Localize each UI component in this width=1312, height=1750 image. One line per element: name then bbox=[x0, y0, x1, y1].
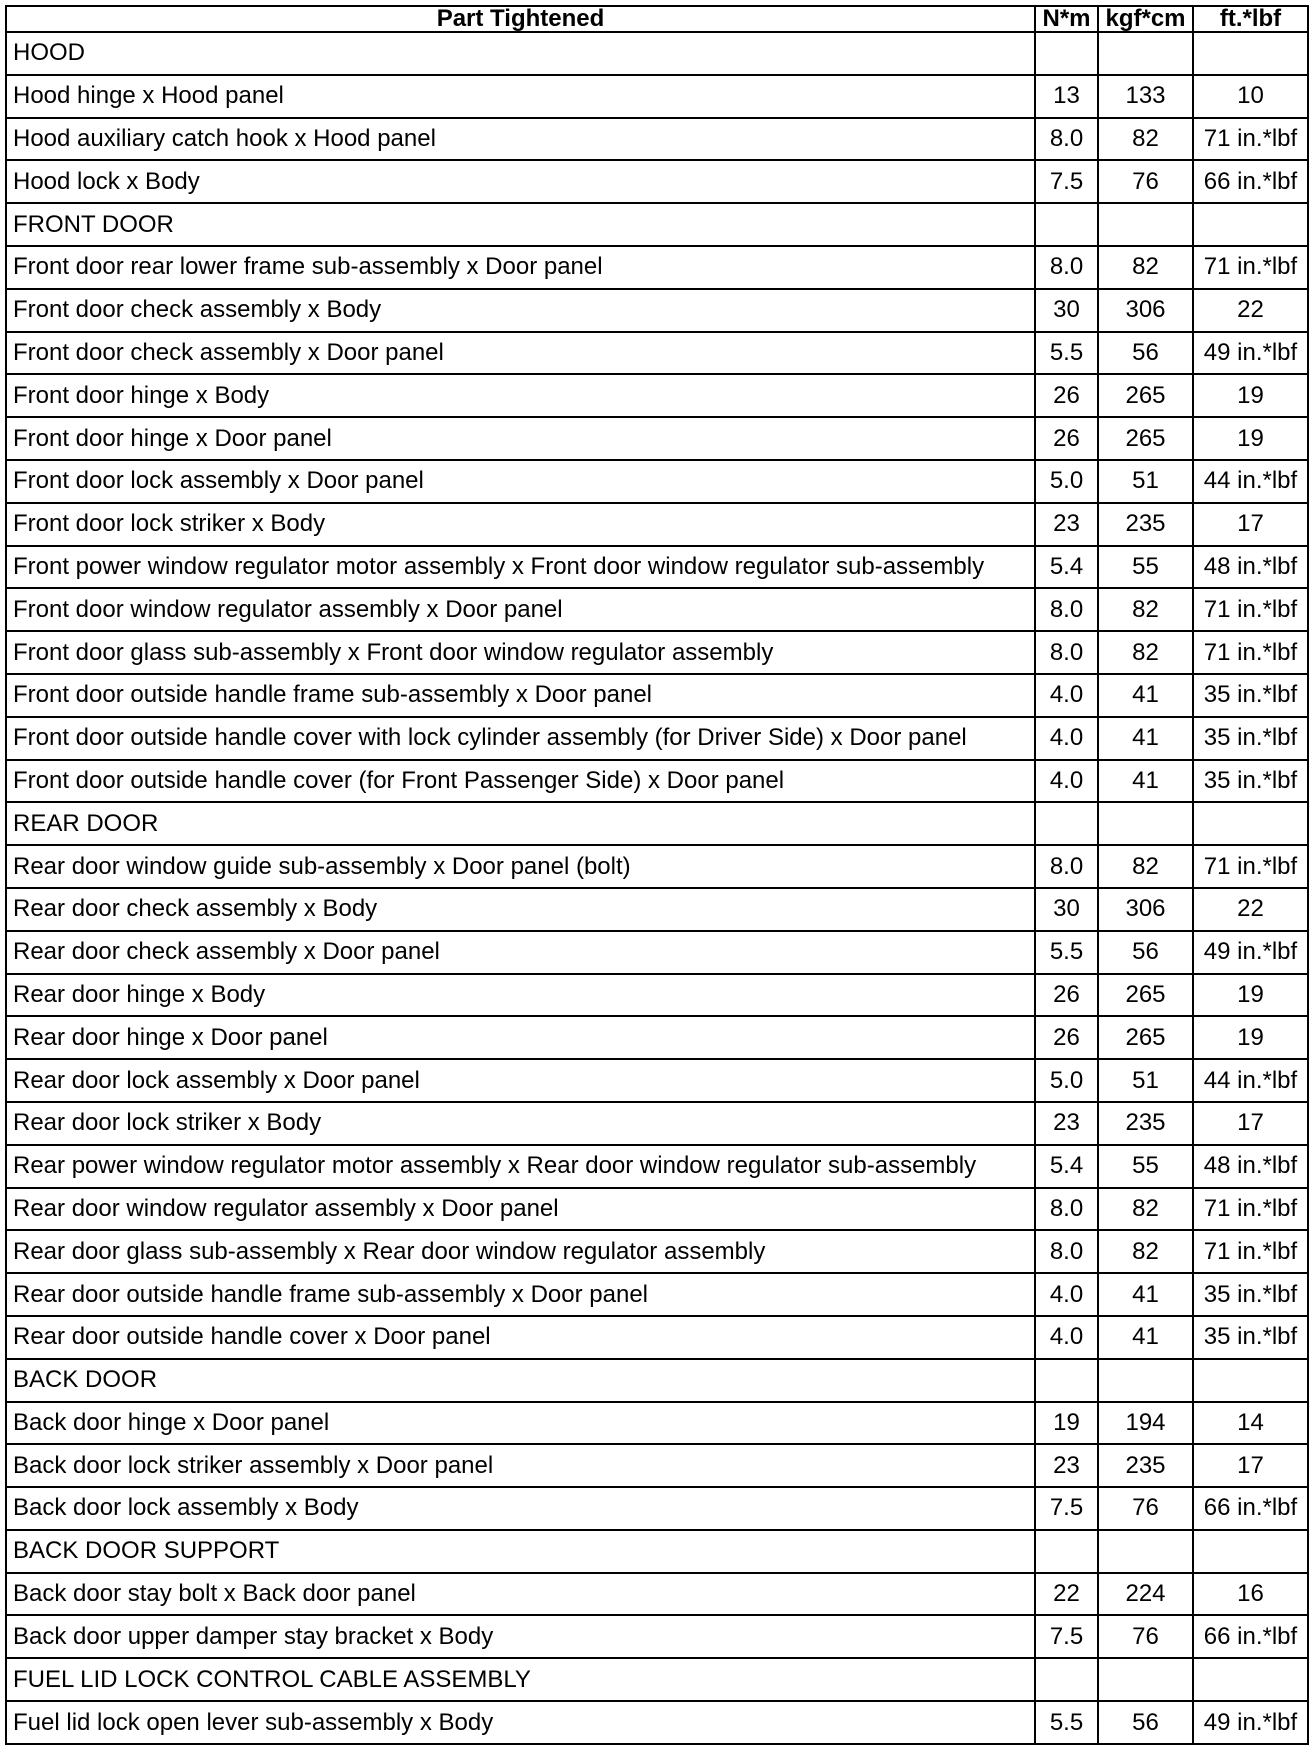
part-cell: Back door upper damper stay bracket x Body bbox=[6, 1615, 1035, 1658]
kgf-cell: 41 bbox=[1098, 760, 1193, 803]
part-cell: Rear door window guide sub-assembly x Door panel (bolt) bbox=[6, 845, 1035, 888]
nm-cell: 8.0 bbox=[1035, 246, 1098, 289]
nm-cell: 23 bbox=[1035, 503, 1098, 546]
part-cell: Rear door hinge x Door panel bbox=[6, 1016, 1035, 1059]
nm-cell: 30 bbox=[1035, 888, 1098, 931]
table-row bbox=[6, 1102, 1308, 1145]
table-row bbox=[6, 374, 1308, 417]
nm-cell: 5.0 bbox=[1035, 460, 1098, 503]
nm-cell: 7.5 bbox=[1035, 1487, 1098, 1530]
part-cell: Front door check assembly x Door panel bbox=[6, 332, 1035, 375]
nm-cell: 8.0 bbox=[1035, 1188, 1098, 1231]
ft-cell: 35 in.*lbf bbox=[1193, 760, 1308, 803]
ft-cell: 71 in.*lbf bbox=[1193, 631, 1308, 674]
table-row bbox=[6, 717, 1308, 760]
ft-cell bbox=[1193, 32, 1308, 75]
kgf-cell: 265 bbox=[1098, 1016, 1193, 1059]
table-row bbox=[6, 974, 1308, 1017]
nm-cell: 23 bbox=[1035, 1444, 1098, 1487]
kgf-cell bbox=[1098, 1359, 1193, 1402]
ft-cell: 48 in.*lbf bbox=[1193, 1145, 1308, 1188]
kgf-cell: 41 bbox=[1098, 674, 1193, 717]
ft-cell: 17 bbox=[1193, 1102, 1308, 1145]
kgf-cell: 41 bbox=[1098, 1316, 1193, 1359]
table-row bbox=[6, 674, 1308, 717]
ft-cell: 44 in.*lbf bbox=[1193, 1059, 1308, 1102]
part-cell: Front power window regulator motor assembly x Front door window regulator sub-assembly bbox=[6, 546, 1035, 589]
table-row bbox=[6, 118, 1308, 161]
ft-cell: 35 in.*lbf bbox=[1193, 1316, 1308, 1359]
part-cell: REAR DOOR bbox=[6, 802, 1035, 845]
table-row bbox=[6, 1145, 1308, 1188]
table-row bbox=[6, 1230, 1308, 1273]
nm-cell: 19 bbox=[1035, 1402, 1098, 1445]
part-cell: FRONT DOOR bbox=[6, 203, 1035, 246]
table-row bbox=[6, 417, 1308, 460]
part-cell: Rear door lock striker x Body bbox=[6, 1102, 1035, 1145]
part-cell: Back door lock striker assembly x Door panel bbox=[6, 1444, 1035, 1487]
kgf-cell: 306 bbox=[1098, 289, 1193, 332]
part-cell: Front door glass sub-assembly x Front door window regulator assembly bbox=[6, 631, 1035, 674]
part-cell: Front door lock striker x Body bbox=[6, 503, 1035, 546]
part-cell: Rear door lock assembly x Door panel bbox=[6, 1059, 1035, 1102]
nm-cell: 5.5 bbox=[1035, 931, 1098, 974]
kgf-cell: 51 bbox=[1098, 1059, 1193, 1102]
kgf-cell: 41 bbox=[1098, 717, 1193, 760]
nm-cell: 13 bbox=[1035, 75, 1098, 118]
nm-cell bbox=[1035, 32, 1098, 75]
kgf-cell: 76 bbox=[1098, 1487, 1193, 1530]
ft-cell: 19 bbox=[1193, 1016, 1308, 1059]
kgf-cell: 56 bbox=[1098, 931, 1193, 974]
table-row bbox=[6, 460, 1308, 503]
ft-cell: 66 in.*lbf bbox=[1193, 1615, 1308, 1658]
part-cell: BACK DOOR SUPPORT bbox=[6, 1530, 1035, 1573]
nm-cell: 8.0 bbox=[1035, 631, 1098, 674]
part-cell: Front door check assembly x Body bbox=[6, 289, 1035, 332]
nm-cell: 5.5 bbox=[1035, 332, 1098, 375]
section-row bbox=[6, 1530, 1308, 1573]
part-cell: Rear door outside handle cover x Door panel bbox=[6, 1316, 1035, 1359]
table-row bbox=[6, 631, 1308, 674]
table-row bbox=[6, 503, 1308, 546]
kgf-cell: 265 bbox=[1098, 974, 1193, 1017]
kgf-cell: 82 bbox=[1098, 588, 1193, 631]
kgf-cell: 76 bbox=[1098, 160, 1193, 203]
kgf-cell: 82 bbox=[1098, 1230, 1193, 1273]
table-row bbox=[6, 1615, 1308, 1658]
table-row bbox=[6, 1316, 1308, 1359]
ft-cell: 71 in.*lbf bbox=[1193, 845, 1308, 888]
ft-cell: 22 bbox=[1193, 888, 1308, 931]
table-row bbox=[6, 1444, 1308, 1487]
nm-cell: 26 bbox=[1035, 974, 1098, 1017]
kgf-cell bbox=[1098, 32, 1193, 75]
nm-cell bbox=[1035, 203, 1098, 246]
section-row bbox=[6, 802, 1308, 845]
header-part-tightened: Part Tightened bbox=[6, 6, 1035, 32]
header-row bbox=[6, 6, 1308, 32]
kgf-cell: 306 bbox=[1098, 888, 1193, 931]
header-kgf-cm: kgf*cm bbox=[1098, 6, 1193, 32]
ft-cell: 17 bbox=[1193, 1444, 1308, 1487]
part-cell: Hood hinge x Hood panel bbox=[6, 75, 1035, 118]
part-cell: Front door hinge x Body bbox=[6, 374, 1035, 417]
kgf-cell bbox=[1098, 1658, 1193, 1701]
part-cell: HOOD bbox=[6, 32, 1035, 75]
ft-cell: 35 in.*lbf bbox=[1193, 674, 1308, 717]
ft-cell: 19 bbox=[1193, 374, 1308, 417]
part-cell: Rear door check assembly x Body bbox=[6, 888, 1035, 931]
section-row bbox=[6, 1359, 1308, 1402]
table-row bbox=[6, 1402, 1308, 1445]
nm-cell bbox=[1035, 1530, 1098, 1573]
nm-cell: 26 bbox=[1035, 374, 1098, 417]
ft-cell bbox=[1193, 1530, 1308, 1573]
nm-cell bbox=[1035, 1658, 1098, 1701]
table-row bbox=[6, 760, 1308, 803]
table-row bbox=[6, 1016, 1308, 1059]
kgf-cell: 265 bbox=[1098, 374, 1193, 417]
nm-cell: 8.0 bbox=[1035, 588, 1098, 631]
ft-cell bbox=[1193, 203, 1308, 246]
ft-cell: 48 in.*lbf bbox=[1193, 546, 1308, 589]
nm-cell: 26 bbox=[1035, 417, 1098, 460]
part-cell: Front door outside handle cover with lock cylinder assembly (for Driver Side) x Door panel bbox=[6, 717, 1035, 760]
kgf-cell bbox=[1098, 802, 1193, 845]
ft-cell: 10 bbox=[1193, 75, 1308, 118]
ft-cell bbox=[1193, 802, 1308, 845]
kgf-cell: 82 bbox=[1098, 845, 1193, 888]
nm-cell: 4.0 bbox=[1035, 1273, 1098, 1316]
header-ft-lbf: ft.*lbf bbox=[1193, 6, 1308, 32]
ft-cell: 17 bbox=[1193, 503, 1308, 546]
ft-cell: 19 bbox=[1193, 974, 1308, 1017]
ft-cell: 22 bbox=[1193, 289, 1308, 332]
ft-cell: 19 bbox=[1193, 417, 1308, 460]
kgf-cell: 55 bbox=[1098, 546, 1193, 589]
nm-cell: 8.0 bbox=[1035, 1230, 1098, 1273]
ft-cell bbox=[1193, 1359, 1308, 1402]
kgf-cell: 56 bbox=[1098, 332, 1193, 375]
kgf-cell bbox=[1098, 1530, 1193, 1573]
table-row bbox=[6, 1273, 1308, 1316]
nm-cell: 5.5 bbox=[1035, 1701, 1098, 1744]
nm-cell: 7.5 bbox=[1035, 160, 1098, 203]
kgf-cell: 133 bbox=[1098, 75, 1193, 118]
table-row bbox=[6, 1188, 1308, 1231]
part-cell: Back door lock assembly x Body bbox=[6, 1487, 1035, 1530]
ft-cell: 66 in.*lbf bbox=[1193, 160, 1308, 203]
nm-cell: 5.0 bbox=[1035, 1059, 1098, 1102]
kgf-cell: 82 bbox=[1098, 631, 1193, 674]
kgf-cell: 82 bbox=[1098, 246, 1193, 289]
nm-cell bbox=[1035, 802, 1098, 845]
nm-cell bbox=[1035, 1359, 1098, 1402]
part-cell: BACK DOOR bbox=[6, 1359, 1035, 1402]
nm-cell: 4.0 bbox=[1035, 674, 1098, 717]
nm-cell: 5.4 bbox=[1035, 1145, 1098, 1188]
part-cell: Hood lock x Body bbox=[6, 160, 1035, 203]
table-row bbox=[6, 845, 1308, 888]
part-cell: Front door outside handle frame sub-assembly x Door panel bbox=[6, 674, 1035, 717]
nm-cell: 23 bbox=[1035, 1102, 1098, 1145]
ft-cell: 14 bbox=[1193, 1402, 1308, 1445]
ft-cell: 66 in.*lbf bbox=[1193, 1487, 1308, 1530]
table-row bbox=[6, 332, 1308, 375]
kgf-cell: 76 bbox=[1098, 1615, 1193, 1658]
ft-cell: 49 in.*lbf bbox=[1193, 1701, 1308, 1744]
nm-cell: 22 bbox=[1035, 1573, 1098, 1616]
table-row bbox=[6, 931, 1308, 974]
part-cell: Rear door window regulator assembly x Door panel bbox=[6, 1188, 1035, 1231]
ft-cell: 44 in.*lbf bbox=[1193, 460, 1308, 503]
kgf-cell: 82 bbox=[1098, 1188, 1193, 1231]
part-cell: Rear door hinge x Body bbox=[6, 974, 1035, 1017]
ft-cell: 49 in.*lbf bbox=[1193, 332, 1308, 375]
table-row bbox=[6, 75, 1308, 118]
nm-cell: 4.0 bbox=[1035, 717, 1098, 760]
kgf-cell: 82 bbox=[1098, 118, 1193, 161]
section-row bbox=[6, 203, 1308, 246]
part-cell: Back door hinge x Door panel bbox=[6, 1402, 1035, 1445]
table-row bbox=[6, 1573, 1308, 1616]
header-newton-meter: N*m bbox=[1035, 6, 1098, 32]
kgf-cell: 41 bbox=[1098, 1273, 1193, 1316]
table-row bbox=[6, 1701, 1308, 1744]
kgf-cell: 51 bbox=[1098, 460, 1193, 503]
ft-cell: 35 in.*lbf bbox=[1193, 717, 1308, 760]
table-body bbox=[6, 32, 1308, 1744]
section-row bbox=[6, 1658, 1308, 1701]
kgf-cell: 235 bbox=[1098, 1102, 1193, 1145]
nm-cell: 30 bbox=[1035, 289, 1098, 332]
table-row bbox=[6, 160, 1308, 203]
kgf-cell: 235 bbox=[1098, 1444, 1193, 1487]
ft-cell: 71 in.*lbf bbox=[1193, 1230, 1308, 1273]
kgf-cell: 224 bbox=[1098, 1573, 1193, 1616]
ft-cell: 71 in.*lbf bbox=[1193, 588, 1308, 631]
table-row bbox=[6, 588, 1308, 631]
table-row bbox=[6, 1059, 1308, 1102]
part-cell: Rear power window regulator motor assembly x Rear door window regulator sub-assembly bbox=[6, 1145, 1035, 1188]
part-cell: Front door window regulator assembly x Door panel bbox=[6, 588, 1035, 631]
part-cell: Hood auxiliary catch hook x Hood panel bbox=[6, 118, 1035, 161]
part-cell: Front door hinge x Door panel bbox=[6, 417, 1035, 460]
kgf-cell: 235 bbox=[1098, 503, 1193, 546]
kgf-cell: 55 bbox=[1098, 1145, 1193, 1188]
nm-cell: 26 bbox=[1035, 1016, 1098, 1059]
torque-spec-table bbox=[5, 5, 1309, 1745]
part-cell: Front door rear lower frame sub-assembly x Door panel bbox=[6, 246, 1035, 289]
nm-cell: 8.0 bbox=[1035, 845, 1098, 888]
nm-cell: 4.0 bbox=[1035, 760, 1098, 803]
nm-cell: 5.4 bbox=[1035, 546, 1098, 589]
table-header bbox=[6, 6, 1308, 32]
table-row bbox=[6, 246, 1308, 289]
kgf-cell bbox=[1098, 203, 1193, 246]
ft-cell bbox=[1193, 1658, 1308, 1701]
nm-cell: 4.0 bbox=[1035, 1316, 1098, 1359]
part-cell: Back door stay bolt x Back door panel bbox=[6, 1573, 1035, 1616]
part-cell: Rear door outside handle frame sub-assembly x Door panel bbox=[6, 1273, 1035, 1316]
ft-cell: 71 in.*lbf bbox=[1193, 118, 1308, 161]
table-row bbox=[6, 1487, 1308, 1530]
part-cell: Fuel lid lock open lever sub-assembly x Body bbox=[6, 1701, 1035, 1744]
nm-cell: 8.0 bbox=[1035, 118, 1098, 161]
kgf-cell: 194 bbox=[1098, 1402, 1193, 1445]
ft-cell: 16 bbox=[1193, 1573, 1308, 1616]
ft-cell: 35 in.*lbf bbox=[1193, 1273, 1308, 1316]
table-row bbox=[6, 289, 1308, 332]
table-row bbox=[6, 546, 1308, 589]
nm-cell: 7.5 bbox=[1035, 1615, 1098, 1658]
part-cell: Rear door check assembly x Door panel bbox=[6, 931, 1035, 974]
part-cell: Front door lock assembly x Door panel bbox=[6, 460, 1035, 503]
ft-cell: 71 in.*lbf bbox=[1193, 1188, 1308, 1231]
kgf-cell: 56 bbox=[1098, 1701, 1193, 1744]
kgf-cell: 265 bbox=[1098, 417, 1193, 460]
part-cell: Front door outside handle cover (for Front Passenger Side) x Door panel bbox=[6, 760, 1035, 803]
part-cell: Rear door glass sub-assembly x Rear door window regulator assembly bbox=[6, 1230, 1035, 1273]
table-row bbox=[6, 888, 1308, 931]
section-row bbox=[6, 32, 1308, 75]
ft-cell: 49 in.*lbf bbox=[1193, 931, 1308, 974]
ft-cell: 71 in.*lbf bbox=[1193, 246, 1308, 289]
part-cell: FUEL LID LOCK CONTROL CABLE ASSEMBLY bbox=[6, 1658, 1035, 1701]
